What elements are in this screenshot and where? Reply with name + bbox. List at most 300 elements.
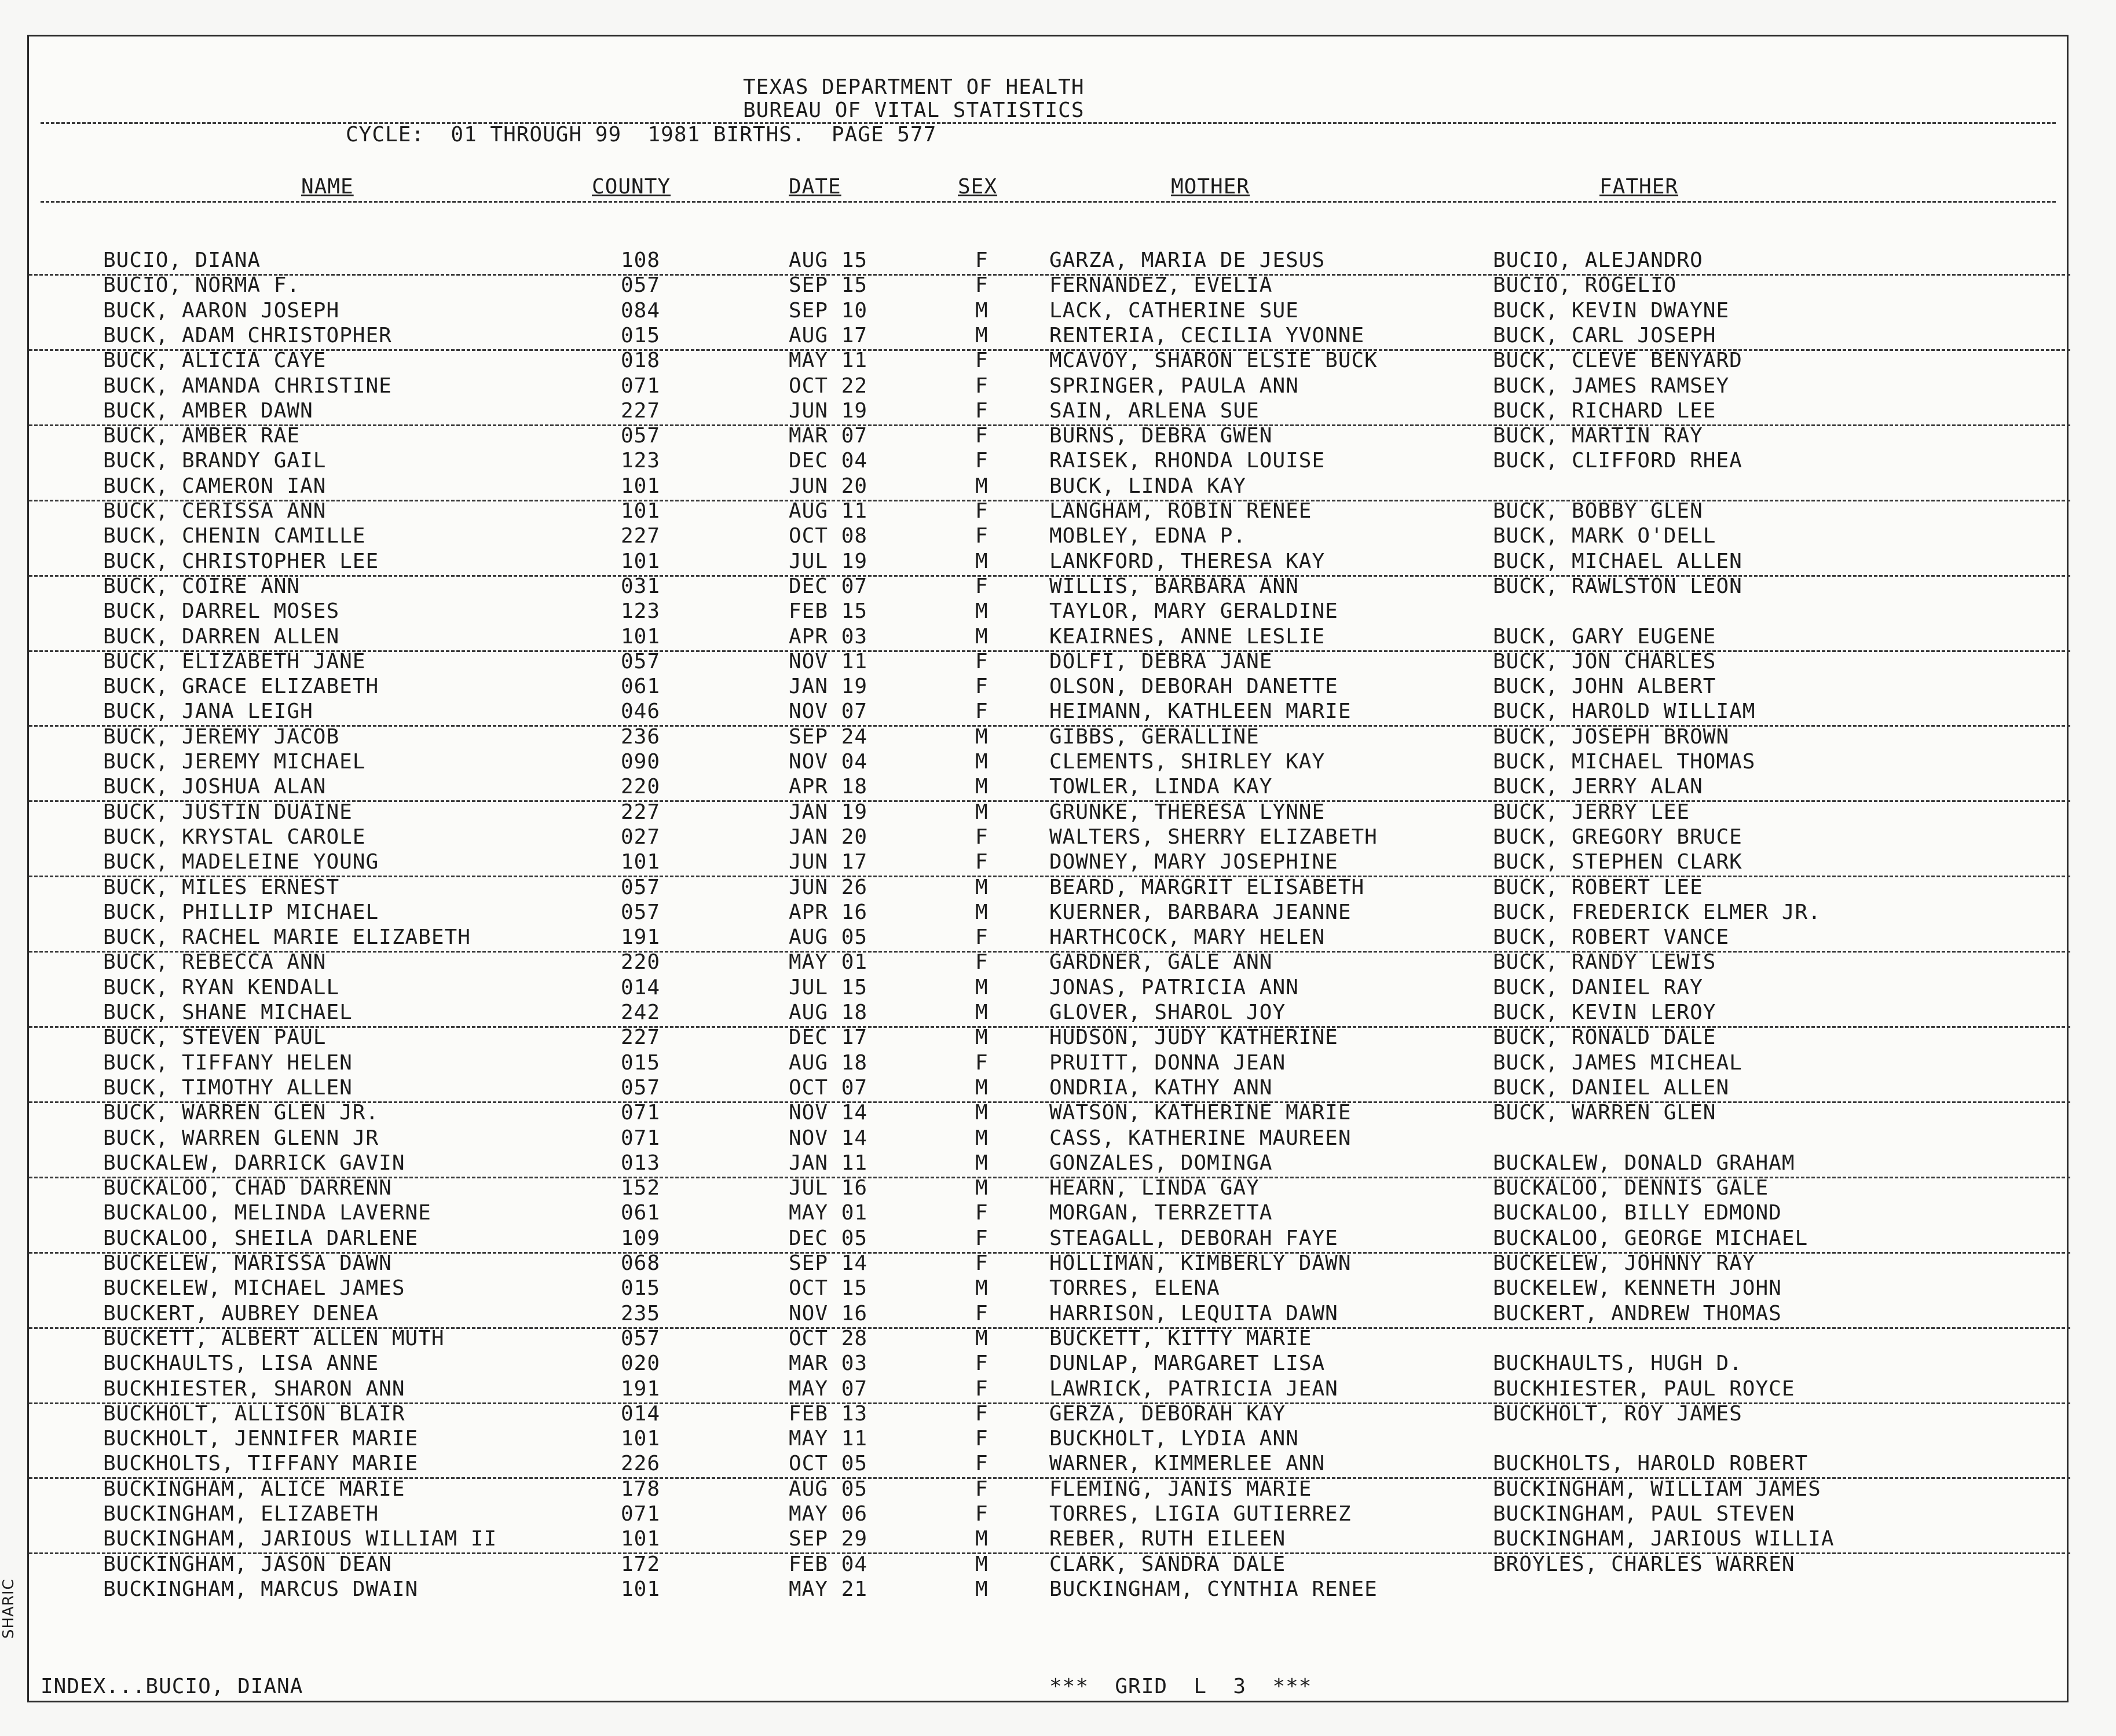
cell-mother: TOWLER, LINDA KAY: [1049, 775, 1273, 799]
cell-father: BUCKHOLT, ROY JAMES: [1493, 1401, 1742, 1426]
table-row: [29, 826, 2070, 851]
table-row: [29, 951, 2070, 976]
cell-sex: F: [975, 248, 989, 272]
cell-date: DEC 04: [789, 449, 868, 473]
table-row: [29, 801, 2070, 826]
column-header-mother: MOTHER: [1171, 175, 1250, 199]
cell-father: BUCK, BOBBY GLEN: [1493, 499, 1703, 523]
cell-date: NOV 14: [789, 1101, 868, 1125]
cell-sex: M: [975, 900, 989, 924]
cell-name: BUCK, ELIZABETH JANE: [103, 649, 366, 673]
cell-date: OCT 22: [789, 373, 868, 398]
cell-county: 015: [621, 323, 661, 347]
cell-date: JUN 17: [789, 850, 868, 874]
cell-county: 101: [621, 1577, 661, 1601]
cell-sex: F: [975, 398, 989, 423]
cell-date: APR 18: [789, 775, 868, 799]
cell-name: BUCK, TIMOTHY ALLEN: [103, 1075, 353, 1100]
cell-county: 227: [621, 1026, 661, 1050]
cell-county: 027: [621, 825, 661, 849]
table-row: [29, 324, 2070, 351]
cell-father: BUCK, JAMES MICHEAL: [1493, 1050, 1742, 1075]
cell-mother: CLARK, SANDRA DALE: [1049, 1552, 1286, 1576]
cell-county: 090: [621, 750, 661, 774]
cell-name: BUCK, AMBER DAWN: [103, 398, 313, 423]
cell-mother: BUCKINGHAM, CYNTHIA RENEE: [1049, 1577, 1378, 1601]
cell-county: 220: [621, 775, 661, 799]
table-row: [29, 274, 2070, 299]
cell-county: 015: [621, 1276, 661, 1301]
cell-name: BUCK, AMANDA CHRISTINE: [103, 373, 392, 398]
cell-sex: F: [975, 1376, 989, 1401]
table-row: [29, 1402, 2070, 1427]
cell-sex: F: [975, 1477, 989, 1501]
table-row: [29, 349, 2070, 374]
cell-father: BUCK, RAWLSTON LEON: [1493, 574, 1742, 598]
cell-mother: BURNS, DEBRA GWEN: [1049, 424, 1273, 448]
bureau-title: BUREAU OF VITAL STATISTICS: [743, 98, 1085, 122]
cell-county: 101: [621, 474, 661, 498]
cell-mother: WARNER, KIMMERLEE ANN: [1049, 1452, 1326, 1476]
cell-mother: STEAGALL, DEBORAH FAYE: [1049, 1226, 1338, 1250]
cell-county: 172: [621, 1552, 661, 1576]
cell-mother: GIBBS, GERALLINE: [1049, 724, 1260, 749]
cell-sex: M: [975, 1176, 989, 1200]
cell-sex: M: [975, 298, 989, 323]
cell-sex: F: [975, 524, 989, 548]
cell-father: BUCKALOO, GEORGE MICHAEL: [1493, 1226, 1809, 1250]
cell-sex: F: [975, 1050, 989, 1075]
cell-county: 061: [621, 675, 661, 699]
cell-sex: F: [975, 649, 989, 673]
cell-name: BUCKHIESTER, SHARON ANN: [103, 1376, 405, 1401]
table-row: [29, 1503, 2070, 1528]
cell-date: JUN 26: [789, 875, 868, 899]
cell-sex: F: [975, 1201, 989, 1225]
cell-county: 057: [621, 424, 661, 448]
cell-mother: BEARD, MARGRIT ELISABETH: [1049, 875, 1365, 899]
cell-sex: M: [975, 1577, 989, 1601]
cell-father: BUCKELEW, JOHNNY RAY: [1493, 1251, 1756, 1275]
cell-county: 020: [621, 1352, 661, 1376]
cell-name: BUCK, JEREMY MICHAEL: [103, 750, 366, 774]
cell-father: BUCK, CLEVE BENYARD: [1493, 349, 1742, 373]
column-header-date: DATE: [789, 175, 841, 199]
cell-date: OCT 07: [789, 1075, 868, 1100]
cell-date: NOV 11: [789, 649, 868, 673]
cell-father: BUCKHIESTER, PAUL ROYCE: [1493, 1376, 1795, 1401]
table-row: [29, 1001, 2070, 1028]
table-row: [29, 1478, 2070, 1503]
table-row: [29, 1227, 2070, 1254]
cell-father: BUCK, FREDERICK ELMER JR.: [1493, 900, 1821, 924]
cell-county: 101: [621, 850, 661, 874]
cell-mother: FLEMING, JANIS MARIE: [1049, 1477, 1312, 1501]
header-rule: [41, 122, 2056, 124]
cell-name: BUCK, CHENIN CAMILLE: [103, 524, 366, 548]
cell-mother: GONZALES, DOMINGA: [1049, 1151, 1273, 1175]
cell-name: BUCIO, DIANA: [103, 248, 261, 272]
cell-name: BUCK, MADELEINE YOUNG: [103, 850, 379, 874]
cell-sex: M: [975, 975, 989, 999]
cell-mother: GARDNER, GALE ANN: [1049, 950, 1273, 975]
cell-sex: F: [975, 950, 989, 975]
table-row: [29, 976, 2070, 1001]
cell-sex: M: [975, 1126, 989, 1150]
table-row: [29, 400, 2070, 426]
cell-name: BUCK, TIFFANY HELEN: [103, 1050, 353, 1075]
cell-county: 071: [621, 1126, 661, 1150]
cell-father: BUCK, JAMES RAMSEY: [1493, 373, 1730, 398]
table-row: [29, 1076, 2070, 1103]
cell-county: 191: [621, 925, 661, 950]
cell-name: BUCK, ALICIA CAYE: [103, 349, 327, 373]
agency-title: TEXAS DEPARTMENT OF HEALTH: [743, 75, 1085, 99]
cell-mother: GARZA, MARIA DE JESUS: [1049, 248, 1326, 272]
cell-name: BUCK, JOSHUA ALAN: [103, 775, 327, 799]
table-row: [29, 876, 2070, 901]
cell-mother: LANGHAM, ROBIN RENEE: [1049, 499, 1312, 523]
cell-date: JUN 19: [789, 398, 868, 423]
cell-county: 014: [621, 975, 661, 999]
cell-father: BUCKHOLTS, HAROLD ROBERT: [1493, 1452, 1809, 1476]
cell-county: 242: [621, 1001, 661, 1024]
cell-county: 018: [621, 349, 661, 373]
cell-county: 109: [621, 1226, 661, 1250]
cell-name: BUCK, SHANE MICHAEL: [103, 1001, 353, 1024]
cell-date: AUG 05: [789, 1477, 868, 1501]
cell-sex: F: [975, 925, 989, 950]
cell-sex: M: [975, 1326, 989, 1350]
cell-sex: F: [975, 850, 989, 874]
table-row: [29, 375, 2070, 400]
cell-mother: JONAS, PATRICIA ANN: [1049, 975, 1299, 999]
cell-name: BUCKALOO, MELINDA LAVERNE: [103, 1201, 431, 1225]
table-row: [29, 1101, 2070, 1126]
cell-name: BUCK, DARREL MOSES: [103, 599, 340, 624]
cell-sex: M: [975, 549, 989, 573]
cell-father: BUCK, KEVIN DWAYNE: [1493, 298, 1730, 323]
cell-county: 226: [621, 1452, 661, 1476]
cell-name: BUCK, ADAM CHRISTOPHER: [103, 323, 392, 347]
cell-date: AUG 15: [789, 248, 868, 272]
cell-father: BUCK, JOSEPH BROWN: [1493, 724, 1730, 749]
cell-sex: M: [975, 1001, 989, 1024]
cell-sex: F: [975, 1251, 989, 1275]
cell-date: AUG 05: [789, 925, 868, 950]
cell-mother: BUCKHOLT, LYDIA ANN: [1049, 1427, 1299, 1451]
cell-county: 227: [621, 800, 661, 824]
table-row: [29, 1152, 2070, 1178]
cell-name: BUCKHOLT, ALLISON BLAIR: [103, 1401, 405, 1426]
cell-name: BUCK, JUSTIN DUAINE: [103, 800, 353, 824]
cell-date: JAN 11: [789, 1151, 868, 1175]
table-row: [29, 650, 2070, 675]
table-row: [29, 1452, 2070, 1479]
cell-sex: M: [975, 800, 989, 824]
cell-name: BUCK, CAMERON IAN: [103, 474, 327, 498]
cell-date: OCT 28: [789, 1326, 868, 1350]
cell-county: 108: [621, 248, 661, 272]
cell-county: 123: [621, 599, 661, 624]
cell-name: BUCK, GRACE ELIZABETH: [103, 675, 379, 699]
cell-mother: BUCKETT, KITTY MARIE: [1049, 1326, 1312, 1350]
cell-mother: MORGAN, TERRZETTA: [1049, 1201, 1273, 1225]
cell-father: BUCK, STEPHEN CLARK: [1493, 850, 1742, 874]
cell-mother: KEAIRNES, ANNE LESLIE: [1049, 624, 1326, 649]
cell-county: 191: [621, 1376, 661, 1401]
cell-sex: M: [975, 750, 989, 774]
column-header-father: FATHER: [1599, 175, 1679, 199]
table-row: [29, 1026, 2070, 1051]
table-row: [29, 299, 2070, 324]
cell-date: MAY 11: [789, 1427, 868, 1451]
table-row: [29, 1327, 2070, 1352]
cell-date: AUG 11: [789, 499, 868, 523]
cell-date: MAR 07: [789, 424, 868, 448]
cell-mother: HEIMANN, KATHLEEN MARIE: [1049, 699, 1352, 724]
cell-name: BUCKALOO, CHAD DARRENN: [103, 1176, 392, 1200]
cell-sex: M: [975, 599, 989, 624]
table-row: [29, 901, 2070, 926]
cell-county: 236: [621, 724, 661, 749]
cell-mother: WILLIS, BARBARA ANN: [1049, 574, 1299, 598]
cell-father: BUCKALOO, DENNIS GALE: [1493, 1176, 1769, 1200]
cell-name: BUCKERT, AUBREY DENEA: [103, 1301, 379, 1325]
cell-date: JAN 20: [789, 825, 868, 849]
table-row: [29, 1277, 2070, 1302]
cell-date: SEP 24: [789, 724, 868, 749]
cell-mother: MOBLEY, EDNA P.: [1049, 524, 1247, 548]
cell-sex: M: [975, 775, 989, 799]
cell-father: BUCK, JON CHARLES: [1493, 649, 1716, 673]
cell-name: BUCK, PHILLIP MICHAEL: [103, 900, 379, 924]
cell-mother: GLOVER, SHAROL JOY: [1049, 1001, 1286, 1024]
cell-name: BUCKINGHAM, ALICE MARIE: [103, 1477, 405, 1501]
cell-mother: HARTHCOCK, MARY HELEN: [1049, 925, 1326, 950]
table-row: [29, 1578, 2070, 1603]
cell-father: BUCK, ROBERT VANCE: [1493, 925, 1730, 950]
cell-mother: ONDRIA, KATHY ANN: [1049, 1075, 1273, 1100]
cell-father: BUCIO, ALEJANDRO: [1493, 248, 1703, 272]
cell-county: 178: [621, 1477, 661, 1501]
cell-name: BUCKELEW, MARISSA DAWN: [103, 1251, 392, 1275]
cell-mother: FERNANDEZ, EVELIA: [1049, 273, 1273, 298]
cell-county: 061: [621, 1201, 661, 1225]
cell-date: MAY 01: [789, 950, 868, 975]
cell-name: BUCK, JEREMY JACOB: [103, 724, 340, 749]
cell-name: BUCK, RYAN KENDALL: [103, 975, 340, 999]
cell-sex: F: [975, 499, 989, 523]
cell-sex: M: [975, 1276, 989, 1301]
table-row: [29, 1553, 2070, 1578]
cell-name: BUCKHOLT, JENNIFER MARIE: [103, 1427, 419, 1451]
cell-father: BUCK, CLIFFORD RHEA: [1493, 449, 1742, 473]
cell-mother: DUNLAP, MARGARET LISA: [1049, 1352, 1326, 1376]
cell-name: BUCK, BRANDY GAIL: [103, 449, 327, 473]
cell-county: 031: [621, 574, 661, 598]
cell-date: AUG 18: [789, 1001, 868, 1024]
table-row: [29, 700, 2070, 727]
cell-name: BUCKHOLTS, TIFFANY MARIE: [103, 1452, 419, 1476]
cell-sex: M: [975, 624, 989, 649]
cell-father: BUCK, RONALD DALE: [1493, 1026, 1716, 1050]
cell-father: BUCK, MARK O'DELL: [1493, 524, 1716, 548]
cell-name: BUCKELEW, MICHAEL JAMES: [103, 1276, 405, 1301]
cell-date: DEC 05: [789, 1226, 868, 1250]
cell-father: BUCKALOO, BILLY EDMOND: [1493, 1201, 1782, 1225]
cell-date: SEP 15: [789, 273, 868, 298]
cell-father: BUCK, DANIEL RAY: [1493, 975, 1703, 999]
cell-mother: GRUNKE, THERESA LYNNE: [1049, 800, 1326, 824]
cell-date: APR 16: [789, 900, 868, 924]
cell-sex: M: [975, 1101, 989, 1125]
cell-sex: M: [975, 1151, 989, 1175]
table-row: [29, 550, 2070, 577]
cell-father: BUCK, WARREN GLEN: [1493, 1101, 1716, 1125]
cell-county: 123: [621, 449, 661, 473]
cell-mother: GERZA, DEBORAH KAY: [1049, 1401, 1286, 1426]
table-row: [29, 1528, 2070, 1554]
cell-sex: F: [975, 1301, 989, 1325]
cell-mother: RAISEK, RHONDA LOUISE: [1049, 449, 1326, 473]
cell-county: 046: [621, 699, 661, 724]
cell-sex: F: [975, 699, 989, 724]
table-row: [29, 1302, 2070, 1329]
table-row: [29, 575, 2070, 600]
cell-name: BUCK, MILES ERNEST: [103, 875, 340, 899]
cell-mother: CLEMENTS, SHIRLEY KAY: [1049, 750, 1326, 774]
table-row: [29, 775, 2070, 802]
cell-sex: F: [975, 1452, 989, 1476]
cell-date: NOV 04: [789, 750, 868, 774]
cell-date: SEP 14: [789, 1251, 868, 1275]
cell-father: BUCK, GREGORY BRUCE: [1493, 825, 1742, 849]
cell-mother: WATSON, KATHERINE MARIE: [1049, 1101, 1352, 1125]
cell-mother: WALTERS, SHERRY ELIZABETH: [1049, 825, 1378, 849]
cell-father: BUCKINGHAM, WILLIAM JAMES: [1493, 1477, 1821, 1501]
cell-sex: F: [975, 349, 989, 373]
cell-date: MAY 07: [789, 1376, 868, 1401]
cycle-line: CYCLE: 01 THROUGH 99 1981 BIRTHS. PAGE 577: [346, 123, 937, 147]
table-row: [29, 625, 2070, 652]
cell-mother: RENTERIA, CECILIA YVONNE: [1049, 323, 1365, 347]
cell-county: 152: [621, 1176, 661, 1200]
table-row: [29, 1378, 2070, 1404]
table-row: [29, 500, 2070, 525]
cell-county: 227: [621, 524, 661, 548]
column-header-sex: SEX: [958, 175, 998, 199]
cell-mother: HARRISON, LEQUITA DAWN: [1049, 1301, 1338, 1325]
cell-father: BUCK, JOHN ALBERT: [1493, 675, 1716, 699]
table-row: [29, 750, 2070, 775]
cell-mother: HUDSON, JUDY KATHERINE: [1049, 1026, 1338, 1050]
table-row: [29, 1352, 2070, 1377]
cell-county: 071: [621, 1502, 661, 1526]
cell-date: MAY 21: [789, 1577, 868, 1601]
cell-father: BUCK, JERRY LEE: [1493, 800, 1690, 824]
cell-name: BUCK, JANA LEIGH: [103, 699, 313, 724]
cell-mother: DOWNEY, MARY JOSEPHINE: [1049, 850, 1338, 874]
cell-county: 084: [621, 298, 661, 323]
cell-mother: SAIN, ARLENA SUE: [1049, 398, 1260, 423]
cell-date: MAR 03: [789, 1352, 868, 1376]
cell-county: 068: [621, 1251, 661, 1275]
cell-father: BUCK, MARTIN RAY: [1493, 424, 1703, 448]
cell-county: 220: [621, 950, 661, 975]
cell-date: AUG 18: [789, 1050, 868, 1075]
table-row: [29, 926, 2070, 953]
cell-name: BUCK, KRYSTAL CAROLE: [103, 825, 366, 849]
cell-date: OCT 08: [789, 524, 868, 548]
cell-county: 014: [621, 1401, 661, 1426]
cell-name: BUCK, COIRE ANN: [103, 574, 301, 598]
cell-county: 101: [621, 549, 661, 573]
table-row: [29, 1052, 2070, 1076]
grid-label: *** GRID L 3 ***: [1049, 1675, 1312, 1698]
cell-county: 101: [621, 1527, 661, 1551]
cell-date: MAY 01: [789, 1201, 868, 1225]
cell-sex: M: [975, 1075, 989, 1100]
cell-county: 057: [621, 900, 661, 924]
cell-sex: F: [975, 424, 989, 448]
table-row: [29, 1127, 2070, 1152]
cell-county: 057: [621, 1326, 661, 1350]
cell-date: MAY 06: [789, 1502, 868, 1526]
cell-father: BUCK, MICHAEL THOMAS: [1493, 750, 1756, 774]
cell-father: BUCK, CARL JOSEPH: [1493, 323, 1716, 347]
record-sheet: [27, 35, 2069, 1702]
cell-county: 013: [621, 1151, 661, 1175]
cell-date: OCT 15: [789, 1276, 868, 1301]
cell-county: 071: [621, 1101, 661, 1125]
cell-sex: F: [975, 1401, 989, 1426]
cell-mother: MCAVOY, SHARON ELSIE BUCK: [1049, 349, 1378, 373]
cell-sex: M: [975, 1527, 989, 1551]
cell-father: BUCKINGHAM, JARIOUS WILLIA: [1493, 1527, 1835, 1551]
cell-date: FEB 04: [789, 1552, 868, 1576]
cell-date: APR 03: [789, 624, 868, 649]
cell-name: BUCKINGHAM, MARCUS DWAIN: [103, 1577, 419, 1601]
cell-mother: LANKFORD, THERESA KAY: [1049, 549, 1326, 573]
cell-date: JUL 15: [789, 975, 868, 999]
cell-sex: F: [975, 1352, 989, 1376]
cell-father: BUCKHAULTS, HUGH D.: [1493, 1352, 1742, 1376]
cell-name: BUCK, REBECCA ANN: [103, 950, 327, 975]
cell-date: SEP 10: [789, 298, 868, 323]
cell-sex: M: [975, 724, 989, 749]
column-header-county: COUNTY: [592, 175, 671, 199]
cell-name: BUCKETT, ALBERT ALLEN MUTH: [103, 1326, 445, 1350]
cell-county: 101: [621, 1427, 661, 1451]
cell-name: BUCK, CHRISTOPHER LEE: [103, 549, 379, 573]
cell-county: 057: [621, 1075, 661, 1100]
cell-sex: M: [975, 323, 989, 347]
cell-county: 071: [621, 373, 661, 398]
column-header-rule: [41, 201, 2056, 203]
cell-sex: F: [975, 1427, 989, 1451]
cell-county: 101: [621, 624, 661, 649]
cell-name: BUCKALEW, DARRICK GAVIN: [103, 1151, 405, 1175]
index-label: INDEX...BUCIO, DIANA: [41, 1675, 303, 1698]
cell-sex: F: [975, 825, 989, 849]
cell-date: FEB 13: [789, 1401, 868, 1426]
cell-date: JAN 19: [789, 675, 868, 699]
cell-mother: TAYLOR, MARY GERALDINE: [1049, 599, 1338, 624]
cell-name: BUCKINGHAM, JARIOUS WILLIAM II: [103, 1527, 497, 1551]
cell-mother: OLSON, DEBORAH DANETTE: [1049, 675, 1338, 699]
cell-name: BUCK, RACHEL MARIE ELIZABETH: [103, 925, 471, 950]
